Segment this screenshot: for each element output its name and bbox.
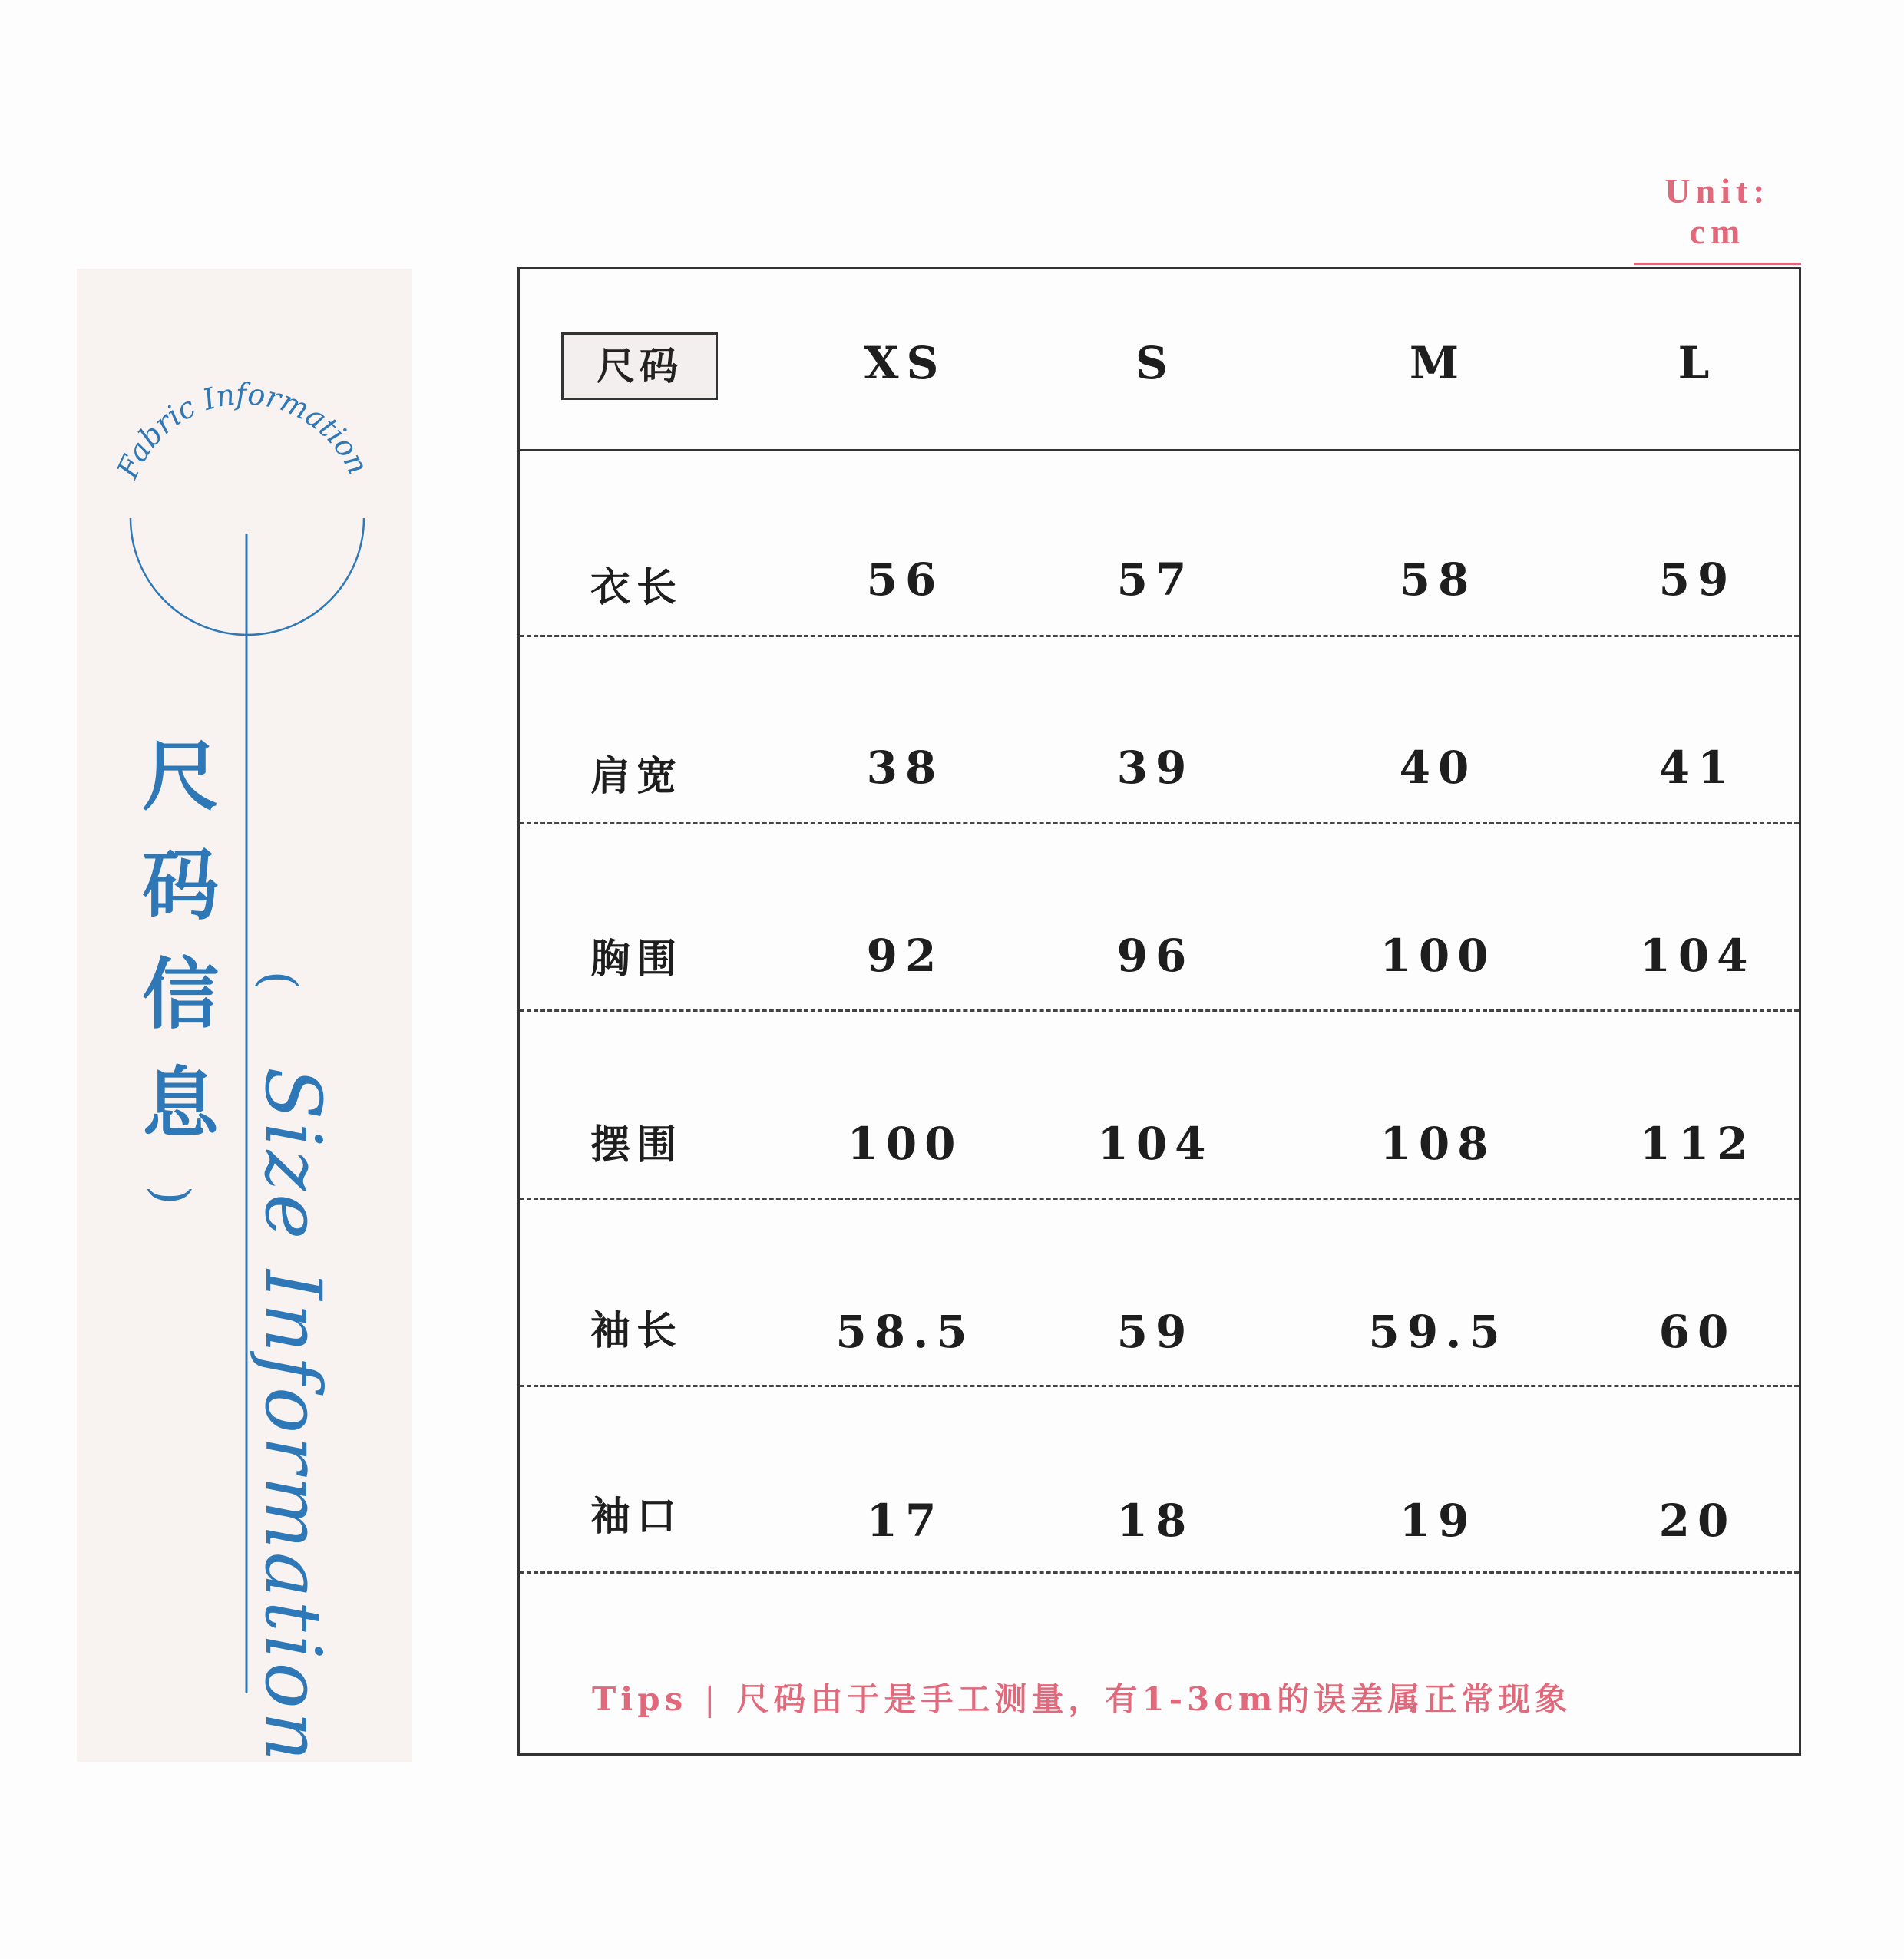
table-cell: 57 [1116, 553, 1195, 606]
table-cell: 104 [1639, 930, 1756, 982]
row-divider [520, 1198, 1799, 1200]
tips-separator: | [704, 1680, 720, 1718]
row-divider [520, 1385, 1799, 1387]
table-header-row [520, 269, 1799, 451]
table-cell: 112 [1639, 1118, 1756, 1170]
header-size-xs: XS [864, 337, 947, 389]
table-cell: 59 [1116, 1306, 1195, 1358]
table-cell: 60 [1658, 1306, 1737, 1358]
paren-open: ( [250, 970, 307, 990]
title-char: 信 [142, 949, 219, 1039]
title-char: 息 [142, 1058, 219, 1148]
row-label: 胸围 [590, 936, 683, 983]
tips-text: 尺码由于是手工测量，有1-3cm的误差属正常现象 [736, 1680, 1572, 1718]
title-char: 尺 [142, 731, 219, 821]
table-cell: 17 [866, 1495, 944, 1547]
sidebar-title-cn [138, 722, 223, 1158]
tips-note [592, 1674, 1572, 1720]
header-size-m: M [1409, 337, 1467, 389]
arc-text: Fabric Information [110, 377, 375, 484]
row-divider [520, 822, 1799, 824]
header-size-label: 尺码 [561, 332, 718, 400]
row-divider [520, 1571, 1799, 1574]
row-divider [520, 1009, 1799, 1012]
table-cell: 19 [1399, 1495, 1477, 1547]
tips-label: Tips [592, 1680, 688, 1718]
paren-close: ) [142, 1185, 200, 1205]
unit-label: Unit: cm [1634, 170, 1801, 265]
table-cell: 41 [1658, 742, 1737, 794]
sidebar-decoration [77, 269, 412, 1765]
table-cell: 40 [1399, 742, 1477, 794]
row-label: 袖口 [590, 1493, 683, 1540]
table-cell: 100 [1380, 930, 1496, 982]
table-cell: 59.5 [1368, 1306, 1508, 1358]
table-cell: 58.5 [835, 1306, 975, 1358]
table-cell: 58 [1399, 553, 1477, 606]
row-label: 衣长 [590, 564, 683, 611]
table-cell: 20 [1658, 1495, 1737, 1547]
row-label: 摆围 [590, 1122, 683, 1168]
table-cell: 108 [1380, 1118, 1496, 1170]
table-cell: 92 [866, 930, 944, 982]
table-cell: 39 [1116, 742, 1195, 794]
row-label: 袖长 [590, 1307, 683, 1354]
row-divider [520, 635, 1799, 637]
title-char: 码 [142, 840, 219, 930]
table-cell: 104 [1097, 1118, 1214, 1170]
header-size-l: L [1678, 337, 1717, 389]
table-cell: 100 [847, 1118, 964, 1170]
header-size-s: S [1135, 337, 1175, 389]
table-cell: 38 [866, 742, 944, 794]
table-cell: 56 [866, 553, 944, 606]
table-cell: 96 [1116, 930, 1195, 982]
size-table [517, 267, 1801, 1756]
row-label: 肩宽 [590, 753, 683, 800]
table-cell: 18 [1116, 1495, 1195, 1547]
size-info-sidebar [77, 269, 412, 1765]
sidebar-title-en: Size Information [248, 1067, 338, 1765]
table-cell: 59 [1658, 553, 1737, 606]
